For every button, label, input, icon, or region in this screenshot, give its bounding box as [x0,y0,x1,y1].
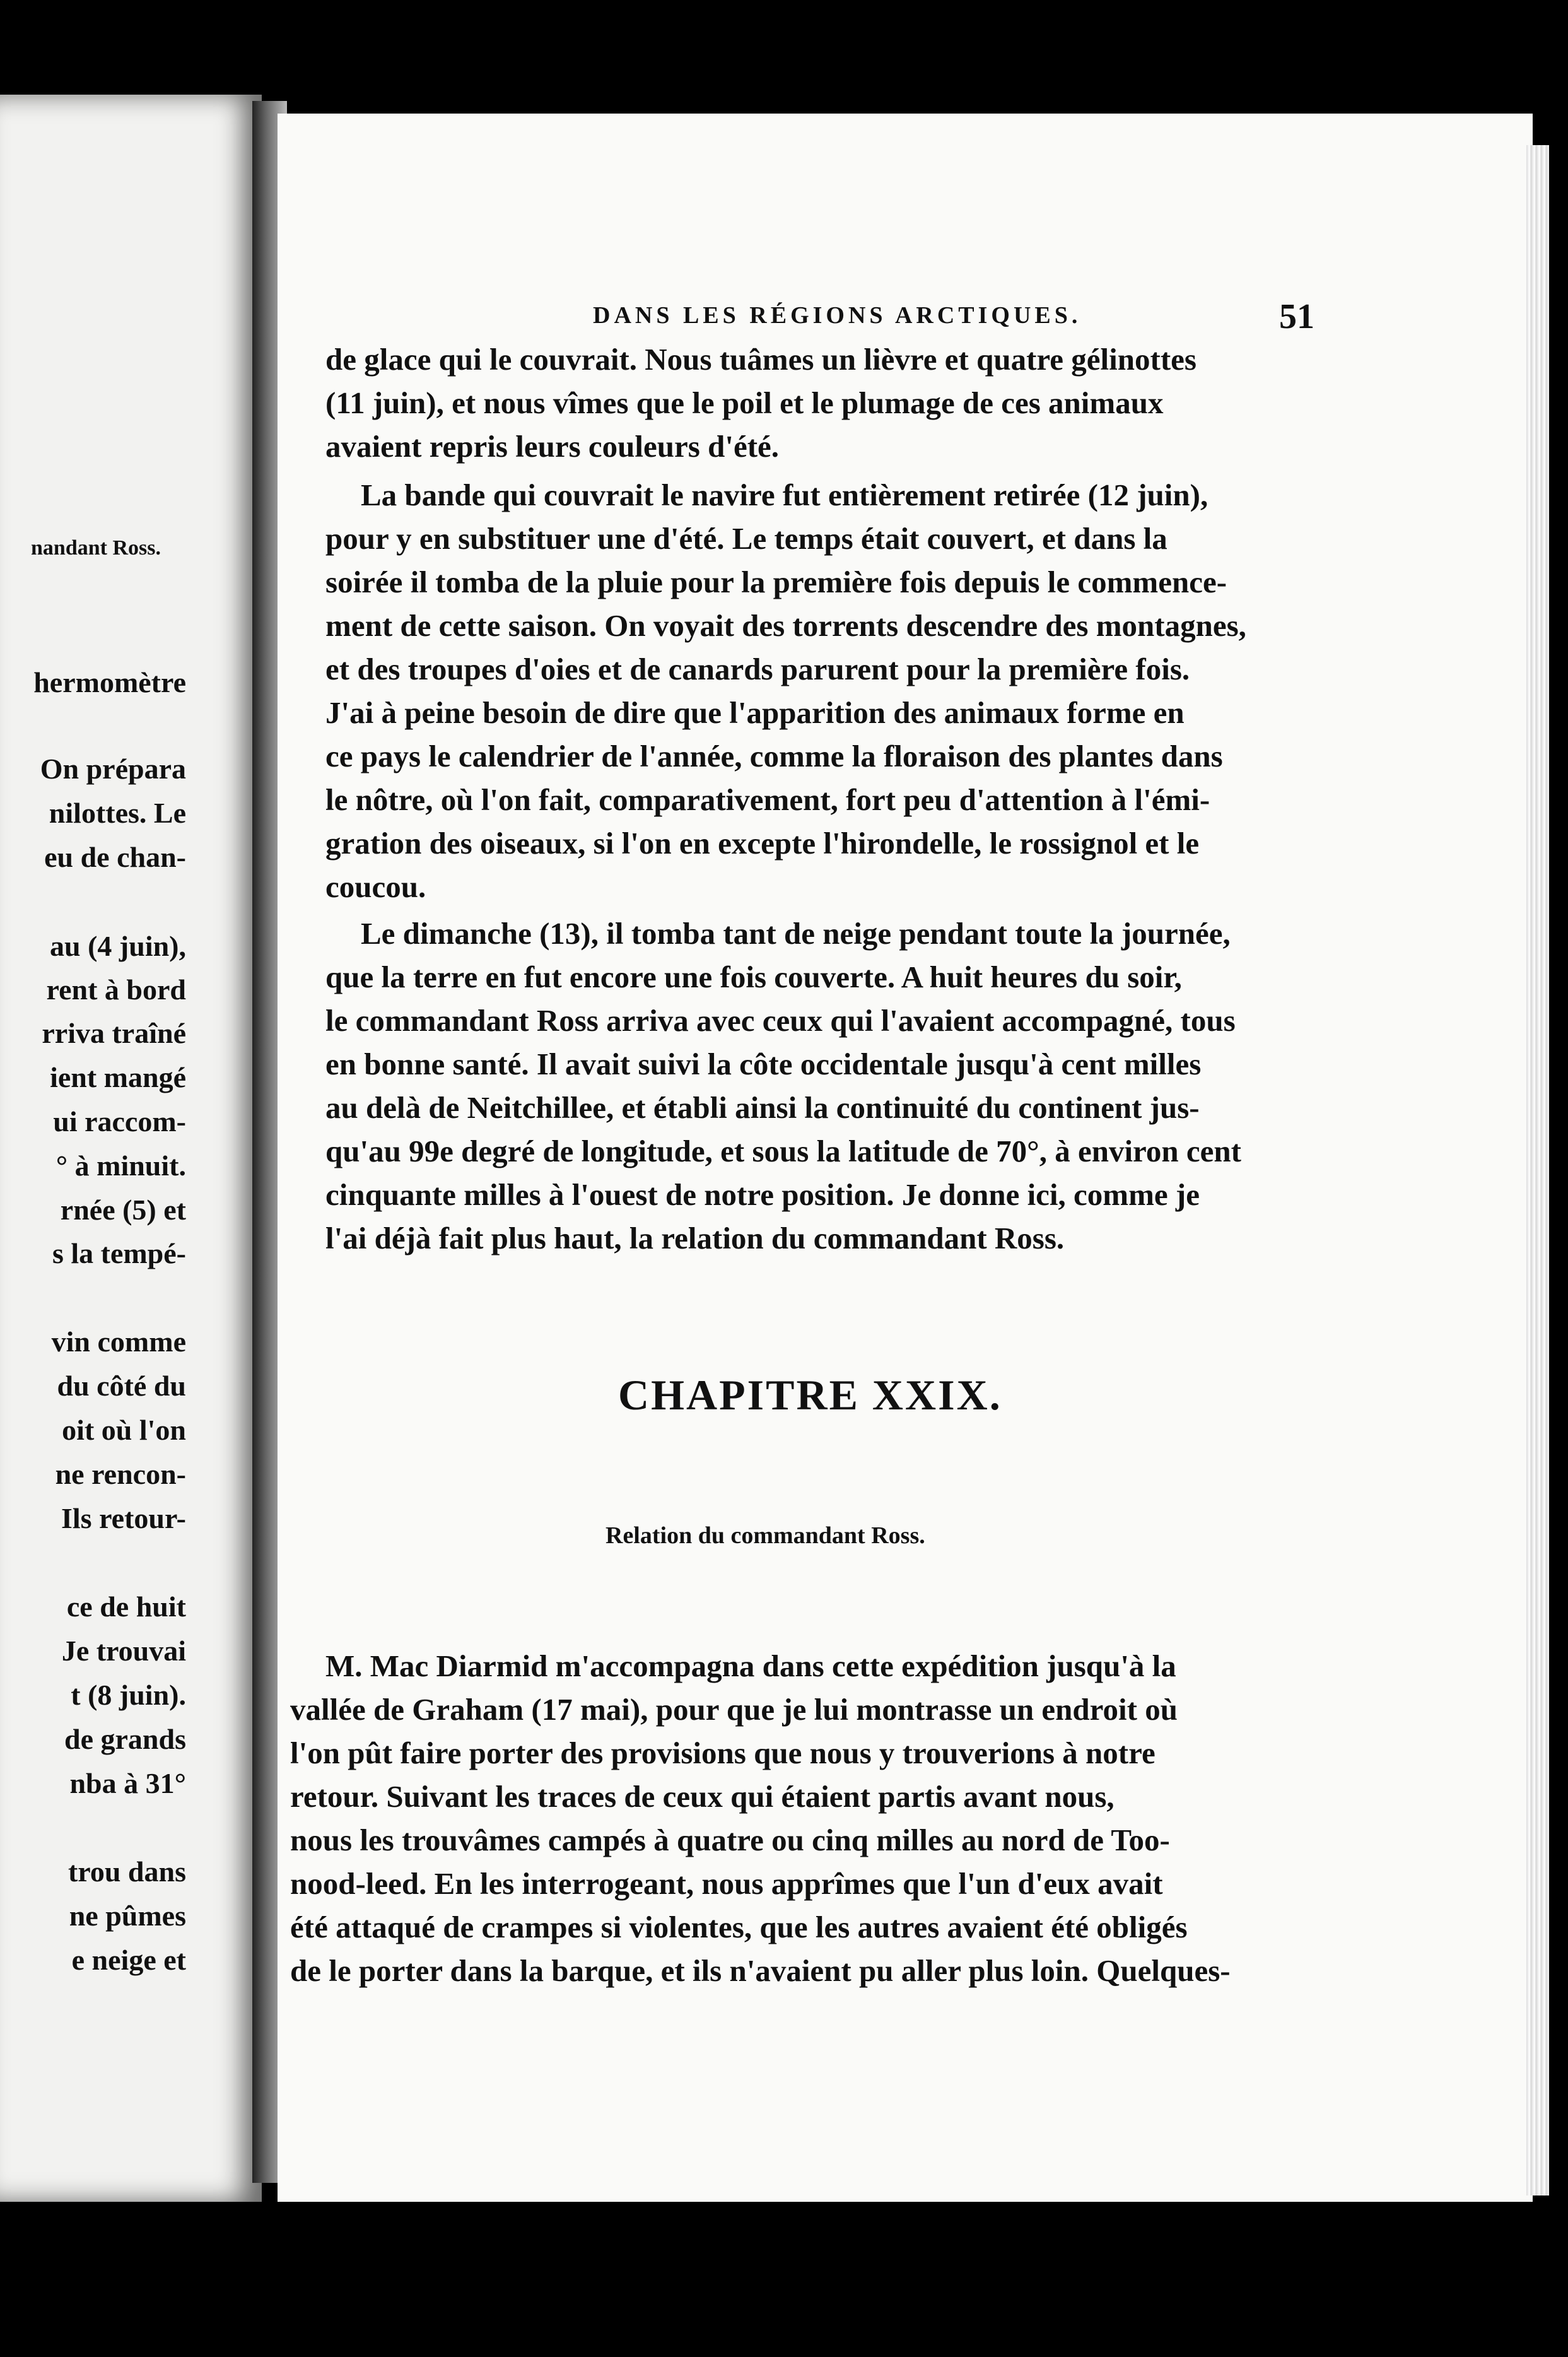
left-line: ° à minuit. [56,1149,186,1182]
page-edges [1526,145,1549,2195]
body-line: avaient repris leurs couleurs d'été. [325,429,780,464]
left-line: t (8 juin). [71,1679,186,1711]
body-line: J'ai à peine besoin de dire que l'apparition des animaux forme en [325,695,1185,730]
left-line: ui raccom- [53,1105,186,1137]
body-line: que la terre en fut encore une fois couverte. A huit heures du soir, [325,960,1182,994]
body-line: La bande qui couvrait le navire fut entièrement retirée (12 juin), [361,478,1208,512]
running-head: DANS LES RÉGIONS ARCTIQUES. [593,302,1082,329]
body-line: de glace qui le couvrait. Nous tuâmes un lièvre et quatre gélinottes [325,342,1196,377]
left-line: eu de chan- [44,841,186,873]
left-line: rent à bord [46,973,186,1006]
body-line: ce pays le calendrier de l'année, comme la floraison des plantes dans [325,739,1223,773]
body-line: pour y en substituer une d'été. Le temps était couvert, et dans la [325,521,1167,556]
body-line: de le porter dans la barque, et ils n'avaient pu aller plus loin. Quelques- [290,1953,1231,1988]
left-line: ient mangé [50,1061,186,1093]
body-line: été attaqué de crampes si violentes, que les autres avaient été obligés [290,1910,1188,1944]
left-line: rriva traîné [42,1017,186,1049]
body-line: le nôtre, où l'on fait, comparativement, fort peu d'attention à l'émi- [325,782,1210,817]
body-line: l'on pût faire porter des provisions que nous y trouverions à notre [290,1736,1156,1770]
left-line: nilottes. Le [49,797,186,829]
left-line: vin comme [51,1325,186,1358]
body-line: le commandant Ross arriva avec ceux qui l'avaient accompagné, tous [325,1003,1236,1038]
left-line: trou dans [67,1855,186,1888]
body-line: l'ai déjà fait plus haut, la relation du commandant Ross. [325,1221,1065,1255]
left-line: de grands [64,1723,186,1755]
body-line: vallée de Graham (17 mai), pour que je lui montrasse un endroit où [290,1692,1178,1727]
left-page [0,95,262,2202]
left-line: Je trouvai [61,1635,186,1667]
body-line: en bonne santé. Il avait suivi la côte occidentale jusqu'à cent milles [325,1047,1202,1081]
chapter-subtitle: Relation du commandant Ross. [606,1522,925,1549]
left-line: ce de huit [66,1590,186,1623]
left-line: hermomètre [33,666,186,698]
left-line: Ils retour- [61,1502,186,1534]
left-line: ne pûmes [69,1900,186,1932]
page-number: 51 [1279,297,1314,336]
body-line: M. Mac Diarmid m'accompagna dans cette expédition jusqu'à la [325,1649,1176,1683]
left-line: e neige et [71,1944,186,1976]
left-line: rnée (5) et [60,1194,186,1226]
chapter-title: CHAPITRE XXIX. [618,1371,1002,1419]
body-line: soirée il tomba de la pluie pour la première fois depuis le commence- [325,565,1227,599]
body-line: ment de cette saison. On voyait des torrents descendre des montagnes, [325,608,1246,643]
left-line: On prépara [40,753,186,785]
body-line: nous les trouvâmes campés à quatre ou cinq milles au nord de Too- [290,1823,1170,1857]
left-line: nba à 31° [69,1767,186,1799]
body-line: au delà de Neitchillee, et établi ainsi la continuité du continent jus- [325,1090,1200,1125]
left-line: oit où l'on [62,1414,186,1446]
left-line: au (4 juin), [50,930,186,962]
body-line: nood-leed. En les interrogeant, nous apprîmes que l'un d'eux avait [290,1866,1163,1901]
left-running-head: nandant Ross. [31,536,161,560]
body-line: qu'au 99e degré de longitude, et sous la latitude de 70°, à environ cent [325,1134,1241,1168]
body-line: et des troupes d'oies et de canards parurent pour la première fois. [325,652,1190,686]
body-line: gration des oiseaux, si l'on en excepte l'hirondelle, le rossignol et le [325,826,1200,861]
left-line: ne rencon- [55,1458,186,1490]
left-line: du côté du [57,1370,186,1402]
body-line: coucou. [325,869,426,904]
scan-border [0,0,1568,95]
body-line: (11 juin), et nous vîmes que le poil et le plumage de ces animaux [325,385,1164,420]
body-line: cinquante milles à l'ouest de notre position. Je donne ici, comme je [325,1177,1200,1212]
body-line: Le dimanche (13), il tomba tant de neige pendant toute la journée, [361,916,1231,951]
left-line: s la tempé- [52,1237,186,1269]
body-line: retour. Suivant les traces de ceux qui étaient partis avant nous, [290,1779,1115,1814]
